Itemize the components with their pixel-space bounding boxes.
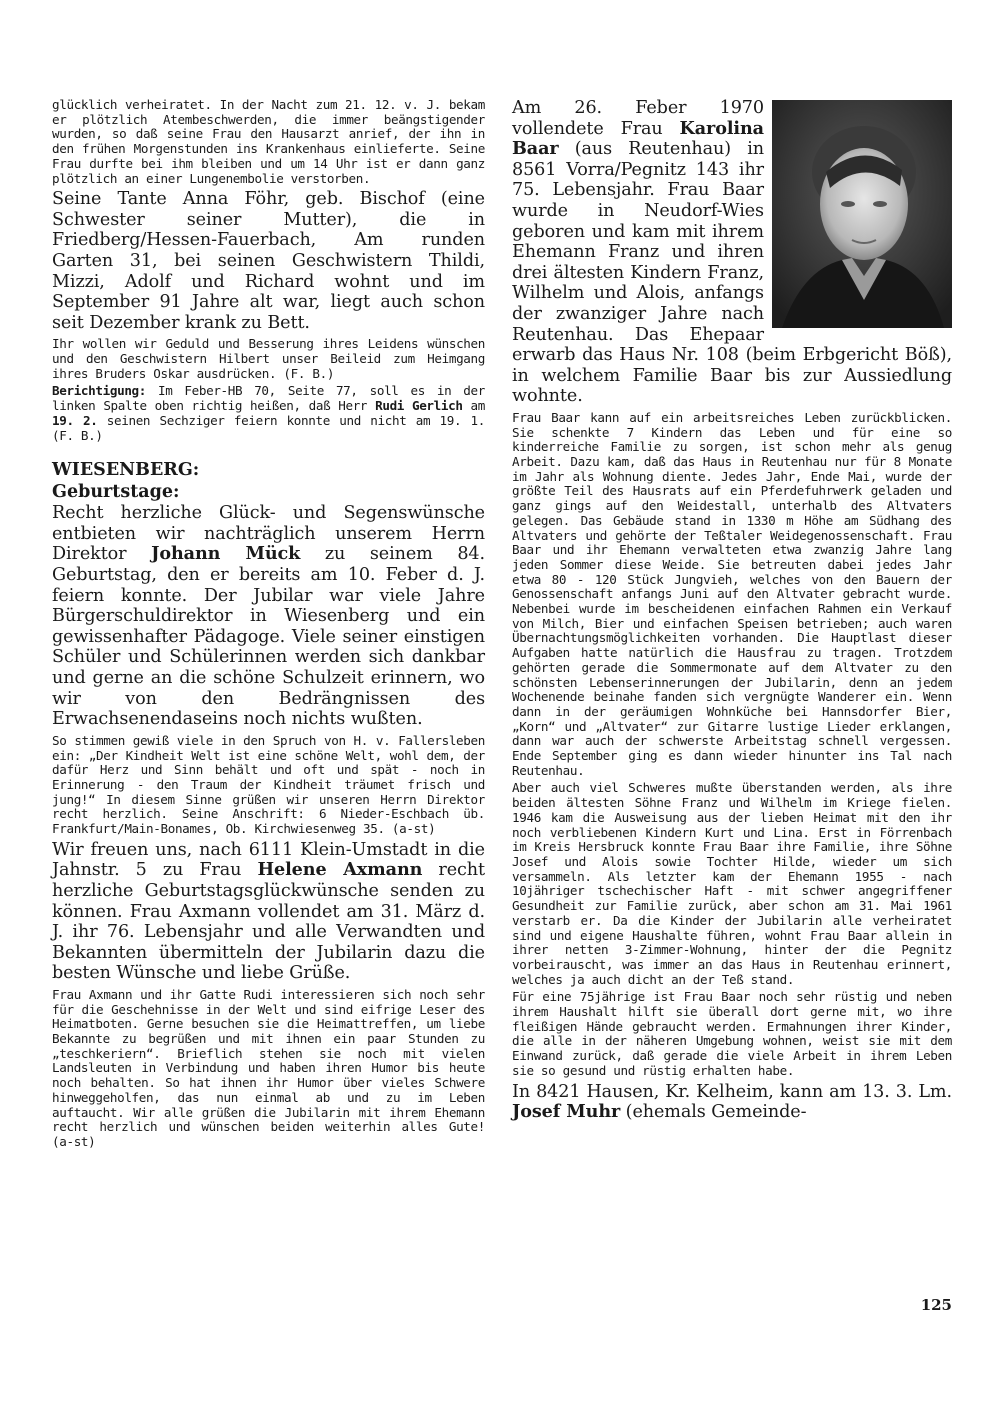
page-number: 125 (920, 1296, 952, 1314)
mueck-text-1: Recht herzliche Glück- und Segenswünsche entbieten wir nachträglich unserem Herrn Direktor (52, 503, 485, 565)
aunt-paragraph: Seine Tante Anna Föhr, geb. Bischof (eine Schwester seiner Mutter), die in Friedberg/Hessen-Fauerbach, Am runden Garten 31, bei seinen Geschwistern Thildi, Mizzi, Adolf und Richard wohnt und im September 91 Jahre alt war, liegt auch schon seit Dezember krank zu Bett. (52, 189, 485, 333)
muhr-paragraph (512, 1082, 952, 1123)
correction-date: 19. 2. (52, 412, 98, 428)
mueck-name: Johann Mück (151, 543, 301, 565)
correction-text-3: seinen Sechziger feiern konnte und nicht am 19. 1. (F. B.) (52, 412, 485, 443)
right-column (512, 98, 952, 1127)
newspaper-page (52, 98, 952, 1388)
muhr-text-1: In 8421 Hausen, Kr. Kelheim, kann am 13. 3. Lm. (512, 1081, 952, 1102)
condolence-paragraph: Ihr wollen wir Geduld und Besserung ihres Leidens wünschen und den Geschwistern Hilbert unser Beileid zum Heimgang ihres Bruders Oskar ausdrücken. (F. B.) (52, 336, 485, 381)
muhr-name: Josef Muhr (512, 1101, 621, 1123)
baar-hardship-paragraph: Aber auch viel Schweres mußte überstanden werden, als ihre beiden ältesten Söhne Franz und Wilhelm im Kriege fielen. 1946 kam die Ausweisung aus der lieben Heimat mit den ihr noch verbliebenen Kindern Kurt und Lina. Erst in Förrenbach im Kreis Hersbruck konnte Frau Baar ihre Familie, ihre Söhne Josef und Alois sowie Tochter Hilde, wieder um sich versammeln. Als letzter kam der Ehemann 1955 - nach 10jähriger tschechischer Haft - mit schwer angegriffener Gesundheit zur Familie zurück, aber schon am 31. Mai 1961 verstarb er. Da die Kinder der Jubilarin alle verheiratet sind und eigene Haushalte führen, wohnt Frau Baar allein in ihrer netten 3-Zimmer-Wohnung, hinter der die Pegnitz vorbeirauscht, was immer an das Haus in Reutenhau erinnert, welches ja auch dicht an der Teß stand. (512, 780, 952, 987)
heading-wiesenberg: WIESENBERG: (52, 460, 200, 481)
mueck-text-2: zu seinem 84. Geburtstag, den er bereits am 10. Feber d. J. feiern konnte. Der Jubilar war viele Jahre Bürgerschuldirektor in Wiesenberg und ein gewissenhafter Pädagoge. Viele seiner einstigen Schüler und Schülerinnen werden sich dankbar und gerne an die schöne Schulzeit erinnern, wo wir von den Bedrängnissen des Erwachsenendaseins noch nichts wußten. (52, 544, 486, 730)
axmann-text-1: Wir freuen uns, nach 6111 Klein-Umstadt in die Jahnstr. 5 zu Frau (52, 839, 485, 881)
muhr-text-2: (ehemals Gemeinde- (620, 1102, 807, 1123)
axmann-text-2: recht herzliche Geburtstagsglückwünsche senden zu können. Frau Axmann vollendet am 31. März d. J. ihr 76. Lebensjahr und alle Verwandten und Bekannten übermitteln der Jubilarin dazu die besten Wünsche und liebe Grüße. (52, 860, 485, 984)
baar-today-paragraph: Für eine 75jährige ist Frau Baar noch sehr rüstig und neben ihrem Haushalt hilft sie überall dort gerne mit, wo ihre fleißigen Hände gebraucht werden. Ermahnungen ihrer Kinder, die alle in der näheren Umgebung wohnen, weist sie mit dem Einwand zurück, daß gerade die viele Arbeit in ihrem Leben sie so gesund und rüstig erhalten habe. (512, 989, 952, 1078)
heading-birthdays: Geburtstage: (52, 482, 180, 503)
baar-text-1: Am 26. Feber 1970 vollendete Frau (512, 98, 764, 139)
correction-name: Rudi Gerlich (375, 398, 463, 414)
mueck-paragraph (52, 503, 485, 730)
axmann-paragraph (52, 840, 485, 984)
baar-life-paragraph: Frau Baar kann auf ein arbeitsreiches Leben zurückblicken. Sie schenkte 7 Kindern das Leben und für eine so kinderreiche Familie zu sorgen, ist schon mehr als genug Arbeit. Dazu kam, daß das Haus in Reutenhau nur für 8 Monate im Jahr als Wohnung diente. Jedes Jahr, Ende Mai, wurde der größte Teil des Hausrats auf ein Pferdefuhrwerk geladen und ganz gings auf den Weidestall, unterhalb des Altvaters gelegen. Das Gebäude stand in 1330 m Höhe am Südhang des Altvaters und gehörte der Teßtaler Weidegenossenschaft. Frau Baar und ihr Ehemann verwalteten etwa zwanzig Jahre lang jeden Sommer diese Weide. Sie betreuten dabei jedes Jahr etwa 80 - 120 Stück Jungvieh, welches von den Bauern der Genossenschaft anfangs Juni auf den Altvater gebracht wurde. Nebenbei wurde im bescheidenen einfachen Rahmen ein Verkauf von Milch, Bier und einfachen Speisen betrieben; auch waren Übernachtungsmöglichkeiten vorhanden. Die Hauptlast dieser Aufgaben hatte natürlich die Hausfrau zu tragen. Trotzdem gehörten gerade die Sommermonate auf dem Altvater zu den schönsten Lebenserinnerungen der Jubilarin, denn an jedem Wochenende beinahe fanden sich vergnügte Wanderer ein. Wenn dann in der geräumigen Wohnküche bei Hannsdorfer Bier, „Korn“ und „Altvater“ zur Gitarre lustige Lieder erklangen, dann war auch der schwerste Arbeitstag schnell vergessen. Ende September ging es dann wieder hinunter ins Tal nach Reutenhau. (512, 409, 952, 778)
baar-name: Karolina Baar (512, 117, 764, 160)
correction-text-1: Im Feber-HB 70, Seite 77, soll es in der linken Spalte oben richtig heißen, daß Herr (52, 383, 485, 414)
fallersleben-paragraph: So stimmen gewiß viele in den Spruch von H. v. Fallersleben ein: „Der Kindheit Welt ist eine schöne Welt, wohl dem, der dafür Herz und Sinn behält und oft und spät - noch in Erinnerung - den Traum der Kindheit träumet frisch und jung!“ In diesem Sinne grüßen wir unseren Herrn Direktor recht herzlich. Seine Anschrift: 6 Nieder-Eschbach üb. Frankfurt/Main-Bonames, Ob. Kirchwiesenweg 35. (a-st) (52, 732, 485, 837)
baar-text-2: (aus Reutenhau) in 8561 Vorra/Pegnitz 143 ihr 75. Lebensjahr. Frau Baar wurde in Neudorf-Wies geboren und kam mit ihrem Ehemann Franz und ihren drei ältesten Kindern Franz, Wilhelm und Alois, anfangs der zwanziger Jahre nach Reutenhau. Das Ehepaar erwarb das Haus Nr. 108 (beim Erbgericht Böß), in welchem Familie Baar bis zur Aussiedlung wohnte. (512, 139, 952, 407)
left-column (52, 98, 485, 1153)
portrait-photo (772, 100, 952, 328)
axmann-name: Helene Axmann (257, 859, 423, 881)
correction-paragraph (52, 384, 485, 443)
correction-label: Berichtigung: (52, 383, 147, 399)
obituary-end-paragraph: glücklich verheiratet. In der Nacht zum 21. 12. v. J. bekam er plötzlich Atembeschwerden, die immer beängstigender wurden, so daß seine Frau den Hausarzt anrief, der ihn in den frühen Morgenstunden ins Krankenhaus einlieferte. Seine Frau durfte bei ihm bleiben und um 14 Uhr ist er dann ganz plötzlich an einer Lungenembolie verstorben. (52, 97, 485, 186)
axmann-detail-paragraph: Frau Axmann und ihr Gatte Rudi interessieren sich noch sehr für die Geschehnisse in der Welt und sind eifrige Leser des Heimatboten. Gerne besuchen sie die Heimattreffen, um liebe Bekannte zu begrüßen und mit ihnen ein paar Stunden zu „teschkeriern“. Brieflich stehen sie noch mit vielen Landsleuten in Verbindung und haben ihren Humor bis heute noch behalten. So hat ihnen ihr Humor über vieles Schwere hinweggeholfen, das nun einmal ab und zu im Leben auftaucht. Wir alle grüßen die Jubilarin mit ihrem Ehemann recht herzlich und wünschen beiden weiterhin alles Gute! (a-st) (52, 986, 485, 1149)
correction-text-2: am (462, 398, 485, 414)
